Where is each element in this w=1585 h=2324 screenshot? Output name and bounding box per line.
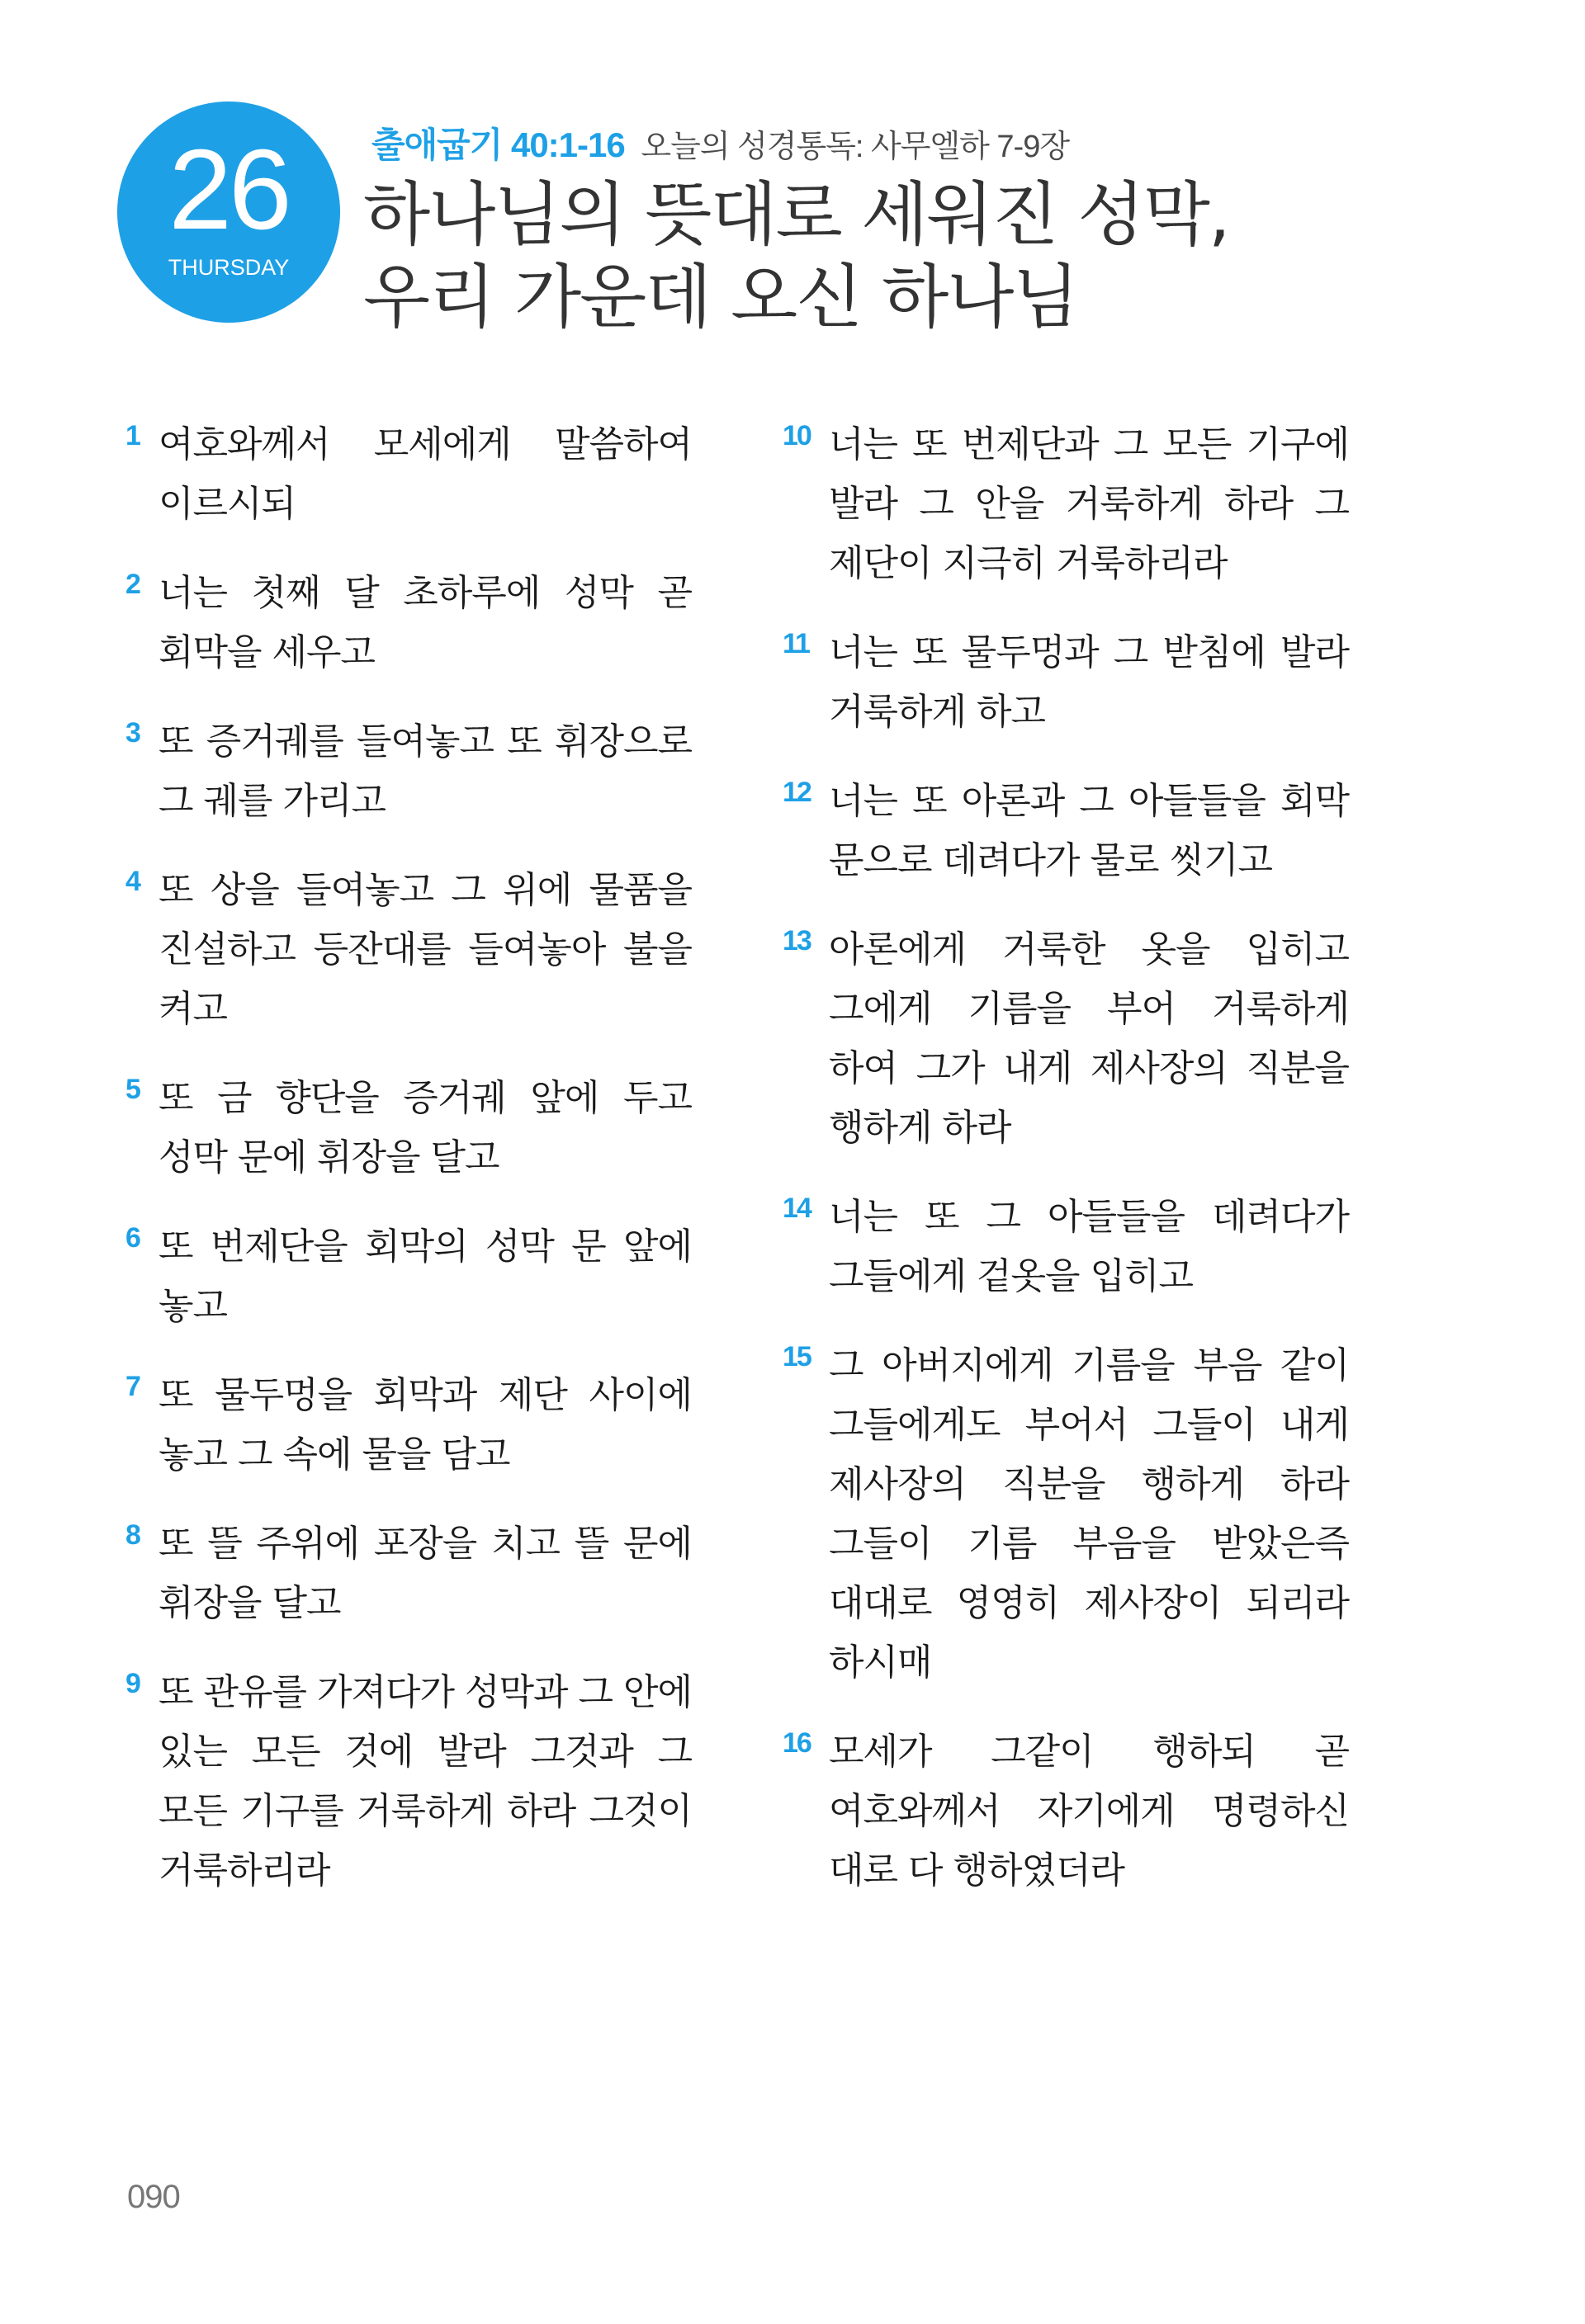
verse-text: 또 뜰 주위에 포장을 치고 뜰 문에 휘장을 달고 [158,1523,692,1624]
verse-text: 또 관유를 가져다가 성막과 그 안에 있는 모든 것에 발라 그것과 그 모든 기구를 거룩하게 하라 그것이 거룩하리라 [158,1671,692,1892]
verse-text: 너는 또 그 아들들을 데려다가 그들에게 겉옷을 입히고 [829,1196,1349,1297]
verse-item [779,1188,1349,1306]
verse-item [122,1366,692,1485]
verse-item [122,1069,692,1188]
verse-text: 아론에게 거룩한 옷을 입히고 그에게 기름을 부어 거룩하게 하여 그가 내게 제사장의 직분을 행하게 하라 [829,928,1349,1149]
verse-number: 9 [125,1668,140,1699]
title-line-2: 우리 가운데 오신 하나님 [363,257,1078,338]
page-number: 090 [127,2179,180,2215]
verse-text: 여호와께서 모세에게 말씀하여 이르시되 [158,423,692,525]
verse-number: 5 [125,1074,140,1105]
verse-column-left [122,415,692,1930]
day-number: 26 [168,126,289,253]
verse-text: 모세가 그같이 행하되 곧 여호와께서 자기에게 명령하신 대로 다 행하였더라 [829,1731,1349,1892]
verse-number: 1 [125,420,140,451]
verse-text: 또 물두멍을 회막과 제단 사이에 놓고 그 속에 물을 담고 [158,1374,692,1476]
verse-item [122,1663,692,1901]
verse-item [779,1722,1349,1901]
verse-number: 6 [125,1222,140,1254]
day-of-week: THURSDAY [168,255,290,280]
day-badge [117,102,340,323]
verse-text: 그 아버지에게 기름을 부음 같이 그들에게도 부어서 그들이 내게 제사장의 직분을 행하게 하라 그들이 기름 부음을 받았은즉 대대로 영영히 제사장이 되리라 하시매 [829,1344,1349,1684]
verse-number: 12 [783,777,811,808]
verse-number: 14 [783,1193,811,1224]
verse-item [122,564,692,683]
verse-text: 또 상을 들여놓고 그 위에 물품을 진설하고 등잔대를 들여놓아 불을 켜고 [158,869,692,1030]
verse-text: 또 금 향단을 증거궤 앞에 두고 성막 문에 휘장을 달고 [158,1077,692,1179]
verse-item [779,1336,1349,1693]
title-line-1: 하나님의 뜻대로 세워진 성막, [363,174,1229,255]
scripture-reference: 출애굽기 40:1-16 [371,125,625,164]
verse-number: 16 [783,1727,811,1759]
verse-item [779,415,1349,593]
verse-text: 너는 또 아론과 그 아들들을 회막 문으로 데려다가 물로 씻기고 [829,780,1349,881]
verse-number: 2 [125,569,140,600]
verse-number: 8 [125,1519,140,1551]
verse-item [122,415,692,534]
verse-text: 또 증거궤를 들여놓고 또 휘장으로 그 궤를 가리고 [158,720,692,822]
verse-item [122,1514,692,1633]
scripture-reference-line [371,122,1069,170]
verse-item [122,861,692,1039]
verse-number: 3 [125,717,140,749]
verse-number: 10 [783,420,811,451]
verse-text: 너는 첫째 달 초하루에 성막 곧 회막을 세우고 [158,572,692,673]
verse-number: 13 [783,925,811,957]
verse-number: 15 [783,1341,811,1372]
verse-text: 또 번제단을 회막의 성막 문 앞에 놓고 [158,1226,692,1327]
verse-item [122,1217,692,1336]
verse-number: 4 [125,866,140,897]
verse-item [122,712,692,831]
verse-text: 너는 또 번제단과 그 모든 기구에 발라 그 안을 거룩하게 하라 그 제단이 지극히 거룩하리라 [829,423,1349,584]
verse-item [779,623,1349,742]
verse-number: 7 [125,1371,140,1402]
verse-text: 너는 또 물두멍과 그 받침에 발라 거룩하게 하고 [829,631,1349,733]
page-title [363,173,1436,338]
verse-item [779,920,1349,1158]
reading-plan: 오늘의 성경통독: 사무엘하 7-9장 [641,130,1070,164]
verse-number: 11 [783,628,809,659]
verse-column-right [779,415,1349,1930]
verse-item [779,772,1349,890]
